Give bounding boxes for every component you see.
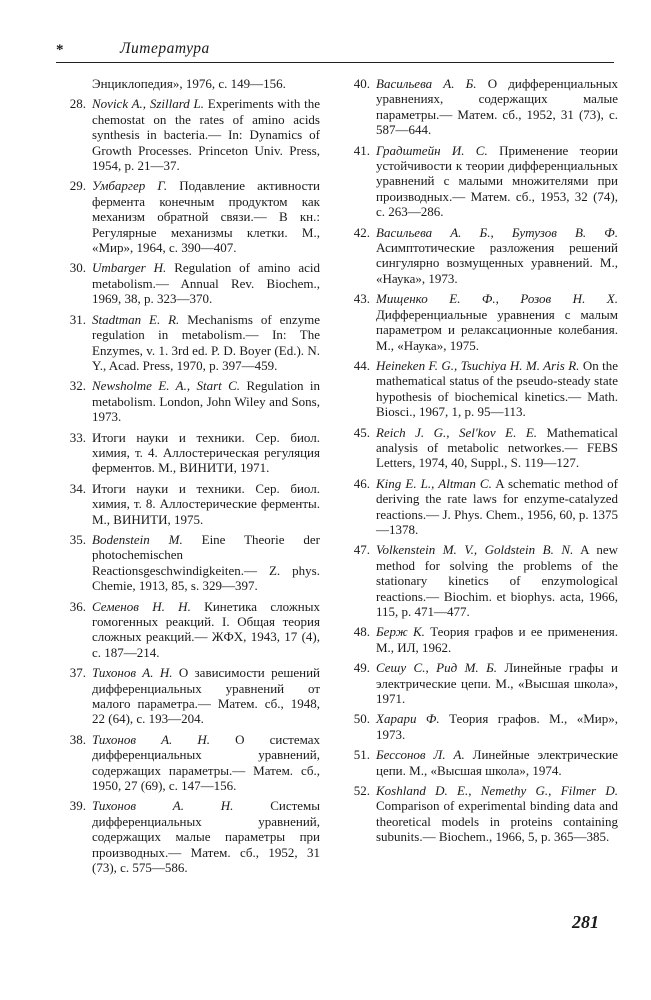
reference-authors: Bodenstein M.: [92, 531, 183, 547]
reference-item: [342, 476, 618, 538]
reference-authors: Берж К.: [376, 624, 425, 640]
reference-number: 33.: [69, 429, 86, 445]
reference-number: 46.: [353, 475, 370, 491]
reference-text: Теория графов. М., «Мир», 1973.: [376, 711, 618, 742]
reference-number: 38.: [69, 731, 86, 747]
header-title: Литература: [120, 40, 210, 57]
reference-item: [58, 532, 320, 594]
reference-text: Системы дифференциальных уравнений, содержащих малые параметры при производных.— Матем. сб., 1952, 31 (73), с. 575—586.: [92, 798, 320, 876]
reference-authors: King E. L., Altman C.: [376, 475, 492, 491]
right-column: [342, 76, 618, 850]
reference-item: [342, 358, 618, 420]
reference-item: [58, 481, 320, 527]
reference-number: 31.: [69, 311, 86, 327]
reference-number: 28.: [69, 96, 86, 112]
reference-authors: Reich J. G., Sel'kov E. E.: [376, 424, 538, 440]
header-marker: *: [56, 42, 64, 58]
reference-text: Итоги науки и техники. Сер. биол. химия, т. 4. Аллостерическая регуляция ферментов. М., ВИНИТИ, 1971.: [92, 429, 320, 476]
reference-text: Итоги науки и техники. Сер. биол. химия, т. 8. Аллостерические ферменты. М., ВИНИТИ, 1975.: [92, 480, 320, 527]
reference-number: 49.: [353, 660, 370, 676]
reference-text: Regulation of amino acid metabolism.— Annual Rev. Biochem., 1969, 38, p. 323—370.: [92, 260, 320, 307]
reference-number: 41.: [353, 142, 370, 158]
reference-text: On the mathematical status of the pseudo-steady state hypothesis of biochemical kinetics.— Math. Biosci., 1967, 1, p. 95—113.: [376, 357, 619, 420]
reference-item: [342, 76, 618, 138]
reference-item: [342, 747, 618, 778]
reference-text: Regulation in metabolism. London, John Wiley and Sons, 1973.: [92, 378, 320, 425]
reference-text: Подавление активности фермента конечным продуктом как механизм обратной связи.— В кн.: Регулярные механизмы клетки. М., «Мир», 1964, с. 390—407.: [92, 178, 321, 256]
reference-number: 32.: [69, 378, 86, 394]
reference-number: 42.: [353, 224, 370, 240]
reference-number: 29.: [69, 178, 86, 194]
reference-authors: Сешу С., Рид М. Б.: [376, 660, 498, 676]
reference-authors: Newsholme E. A., Start C.: [92, 378, 241, 394]
reference-number: 50.: [353, 711, 370, 727]
reference-item: [58, 312, 320, 374]
reference-item: [58, 732, 320, 794]
reference-authors: Бессонов Л. А.: [376, 747, 465, 763]
reference-text: Дифференциальные уравнения с малым параметром и релаксационные колебания. М., «Наука», 1975.: [376, 306, 618, 353]
reference-authors: Heineken F. G., Tsuchiya H. M. Aris R.: [376, 357, 580, 373]
reference-number: 45.: [353, 424, 370, 440]
left-column: [58, 76, 320, 881]
reference-number: 47.: [353, 542, 370, 558]
reference-text: Применение теории устойчивости к теории дифференциальных уравнений с малыми множителями при производных.— Матем. сб., 1953, 32 (74), с. 263—286.: [376, 142, 619, 220]
reference-text: О системах дифференциальных уравнений, содержащих параметры.— Матем. сб., 1950, 27 (69), с. 147—156.: [92, 731, 320, 794]
reference-text: A schematic method of deriving the rate laws for enzyme-catalyzed reactions.— J. Phys. Chem., 1956, 60, p. 1375—1378.: [376, 475, 618, 537]
reference-item: [342, 783, 618, 845]
reference-text: Линейные электрические цепи. М., «Высшая школа», 1974.: [376, 747, 618, 778]
reference-item: [342, 143, 618, 220]
reference-number: 52.: [353, 783, 370, 799]
reference-text: Comparison of experimental binding data and theoretical models in proteins containing subunits.— Biochem., 1966, 5, p. 365—385.: [376, 798, 618, 845]
right-reference-list: [342, 76, 618, 845]
reference-item: [342, 225, 618, 287]
running-header: [56, 38, 614, 60]
left-reference-list: [58, 96, 320, 875]
reference-text: О дифференциальных уравнениях, содержащих малые параметры.— Матем. сб., 1952, 31 (73), с. 587—644.: [376, 76, 618, 138]
reference-number: 37.: [69, 665, 86, 681]
reference-number: 39.: [69, 798, 86, 814]
reference-number: 51.: [353, 747, 370, 763]
reference-item: [58, 178, 320, 255]
reference-authors: Stadtman E. R.: [92, 311, 180, 327]
reference-number: 36.: [69, 598, 86, 614]
reference-text: Mathematical analysis of metabolic networkes.— FEBS Letters, 1974, 40, Suppl., S. 119—127.: [376, 424, 619, 471]
reference-item: [58, 665, 320, 727]
reference-number: 40.: [353, 76, 370, 91]
reference-authors: Тихонов А. Н.: [92, 665, 173, 681]
reference-authors: Тихонов А. Н.: [92, 798, 234, 814]
header-rule: [56, 62, 614, 63]
reference-number: 34.: [69, 480, 86, 496]
reference-text: Experiments with the chemostat on the rates of amino acids synthesis in bacteria.— In: Dynamics of Growth Processes. Princeton Univ. Press, 1954, p. 21—37.: [92, 96, 321, 174]
reference-authors: Семенов Н. Н.: [92, 598, 191, 614]
reference-number: 48.: [353, 624, 370, 640]
reference-item: [58, 96, 320, 173]
reference-item: [342, 542, 618, 619]
reference-text: Mechanisms of enzyme regulation in metabolism.— In: The Enzymes, v. 1. 3rd ed. P. D. Boyer (Ed.). N. Y., Acad. Press, 1970, p. 397—459.: [92, 311, 320, 373]
reference-item: [342, 711, 618, 742]
reference-number: 43.: [353, 291, 370, 307]
reference-item: [58, 798, 320, 875]
reference-authors: Умбаргер Г.: [92, 178, 168, 194]
reference-item: [342, 425, 618, 471]
reference-authors: Градштейн И. С.: [376, 142, 488, 158]
reference-authors: Мищенко Е. Ф., Розов Н. Х.: [376, 291, 618, 307]
page-number: 281: [572, 912, 599, 932]
reference-number: 44.: [353, 357, 370, 373]
reference-text: О зависимости решений дифференциальных уравнений от малого параметра.— Матем. сб., 1948, 22 (64), с. 193—204.: [92, 665, 320, 727]
reference-item: [58, 260, 320, 306]
reference-text: Кинетика сложных гомогенных реакций. I. Общая теория сложных реакций.— ЖФХ, 1943, 17 (4), с. 187—214.: [92, 598, 320, 660]
reference-authors: Koshland D. E., Nemethy G., Filmer D.: [376, 783, 618, 799]
reference-authors: Васильева А. Б.: [376, 76, 477, 91]
reference-item: [342, 291, 618, 353]
reference-text: Линейные графы и электрические цепи. М., «Высшая школа», 1971.: [376, 660, 618, 707]
reference-authors: Novick A., Szillard L.: [92, 96, 205, 112]
reference-number: 35.: [69, 531, 86, 547]
reference-number: 30.: [69, 260, 86, 276]
reference-authors: Volkenstein M. V., Goldstein B. N.: [376, 542, 574, 558]
reference-item: [342, 624, 618, 655]
reference-authors: Umbarger H.: [92, 260, 167, 276]
reference-text: Теория графов и ее применения. М., ИЛ, 1962.: [376, 624, 618, 655]
continued-reference: Энциклопедия», 1976, с. 149—156.: [92, 76, 286, 91]
reference-authors: Васильева А. Б., Бутузов В. Ф.: [376, 224, 618, 240]
reference-item: [58, 378, 320, 424]
reference-authors: Харари Ф.: [376, 711, 440, 727]
reference-item: [58, 430, 320, 476]
reference-authors: Тихонов А. Н.: [92, 731, 211, 747]
reference-text: Асимптотические разложения решений сингулярно возмущенных уравнений. М., «Наука», 1973.: [376, 240, 618, 286]
reference-text: Eine Theorie der photochemischen Reactionsgeschwindigkeiten.— Z. phys. Chemie, 1913, 85, s. 329—397.: [92, 531, 321, 594]
reference-item: [58, 599, 320, 661]
reference-text: A new method for solving the problems of the stationary kinetics of enzymological reactions.— Biochim. et biophys. acta, 1966, 115, p. 471—477.: [376, 542, 618, 619]
reference-item: [342, 660, 618, 706]
